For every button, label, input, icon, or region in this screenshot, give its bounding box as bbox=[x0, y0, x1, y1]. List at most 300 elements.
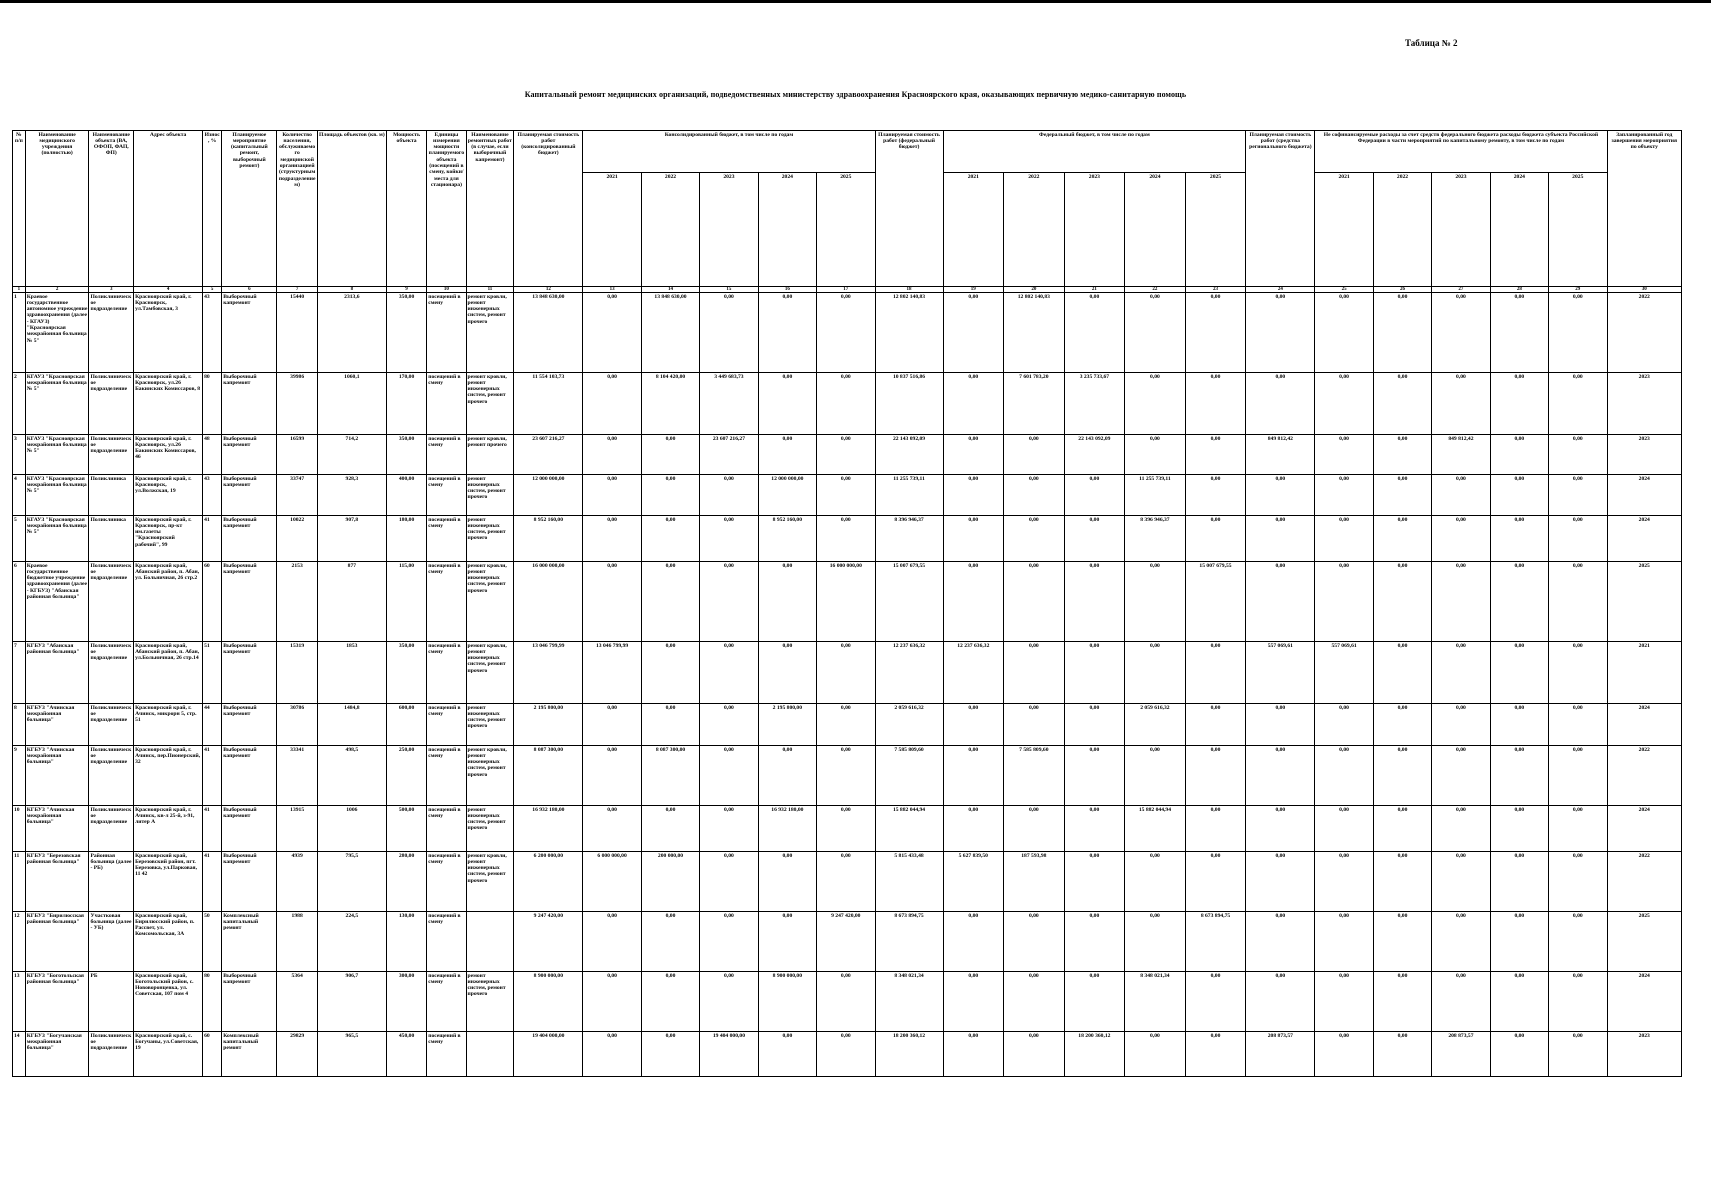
table-cell: 0,00 bbox=[1315, 1032, 1373, 1077]
table-cell: 2024 bbox=[1607, 475, 1682, 516]
table-cell: 2313,6 bbox=[317, 293, 386, 373]
table-cell: Красноярский край, с. Богучаны, ул.Советская, 19 bbox=[134, 1032, 203, 1077]
table-cell: 0,00 bbox=[1315, 746, 1373, 806]
year-header-non-cofinanced-2025: 2025 bbox=[1549, 173, 1607, 287]
table-cell: 0,00 bbox=[1549, 373, 1607, 435]
table-cell: 18 200 360,12 bbox=[875, 1032, 943, 1077]
table-cell: ремонт кровли, ремонт прочего bbox=[466, 435, 514, 475]
table-cell: 0,00 bbox=[1432, 562, 1490, 642]
table-cell: 8 087 300,00 bbox=[514, 746, 583, 806]
table-cell: 0,00 bbox=[1432, 642, 1490, 704]
table-cell: 0,00 bbox=[1185, 516, 1246, 562]
column-number: 23 bbox=[1185, 287, 1246, 293]
table-cell: 9 247 420,00 bbox=[514, 912, 583, 972]
table-cell: 2022 bbox=[1607, 852, 1682, 912]
table-cell: 8 087 300,00 bbox=[641, 746, 699, 806]
table-cell: 0,00 bbox=[1490, 373, 1548, 435]
table-cell: 557 069,61 bbox=[1246, 642, 1315, 704]
table-cell: КГАУЗ "Красноярская межрайонная больница № 5" bbox=[25, 373, 89, 435]
table-cell: 400,00 bbox=[386, 475, 426, 516]
table-cell: 0,00 bbox=[758, 435, 816, 475]
table-cell: 29829 bbox=[277, 1032, 317, 1077]
table-cell: 8 396 946,37 bbox=[875, 516, 943, 562]
column-number: 27 bbox=[1432, 287, 1490, 293]
column-number: 19 bbox=[943, 287, 1004, 293]
table-cell: 0,00 bbox=[943, 746, 1004, 806]
table-cell: Красноярский край, г. Красноярск, ул.Тамбовская, 3 bbox=[134, 293, 203, 373]
table-cell: 450,00 bbox=[386, 1032, 426, 1077]
year-header-federal-2025: 2025 bbox=[1185, 173, 1246, 287]
table-cell: 2024 bbox=[1607, 806, 1682, 852]
table-cell: 2 059 616,32 bbox=[875, 704, 943, 746]
table-cell: посещений в смену bbox=[427, 373, 466, 435]
table-cell: посещений в смену bbox=[427, 704, 466, 746]
table-cell: 12 237 636,32 bbox=[943, 642, 1004, 704]
table-cell: 0,00 bbox=[1549, 562, 1607, 642]
table-cell: 0,00 bbox=[641, 562, 699, 642]
col-group-federal: Федеральный бюджет, в том числе по годам bbox=[943, 131, 1246, 173]
table-cell: 0,00 bbox=[1432, 746, 1490, 806]
table-cell: 0,00 bbox=[1064, 642, 1125, 704]
table-cell: посещений в смену bbox=[427, 806, 466, 852]
table-cell: 0,00 bbox=[1064, 746, 1125, 806]
table-cell: 0,00 bbox=[1246, 475, 1315, 516]
table-cell: Поликлиническое подразделение bbox=[89, 704, 134, 746]
year-header-non-cofinanced-2023: 2023 bbox=[1432, 173, 1490, 287]
table-number: Таблица № 2 bbox=[1405, 38, 1458, 48]
table-cell: 0,00 bbox=[1246, 293, 1315, 373]
table-cell: 0,00 bbox=[1125, 912, 1186, 972]
table-cell: 0,00 bbox=[1004, 642, 1065, 704]
table-cell: 33341 bbox=[277, 746, 317, 806]
table-cell: 0,00 bbox=[758, 373, 816, 435]
table-cell: посещений в смену bbox=[427, 642, 466, 704]
table-cell: 0,00 bbox=[1064, 562, 1125, 642]
table-cell: 0,00 bbox=[641, 642, 699, 704]
table-cell: 0,00 bbox=[1373, 293, 1431, 373]
table-cell: 6 000 000,00 bbox=[583, 852, 641, 912]
table-cell: посещений в смену bbox=[427, 435, 466, 475]
table-cell: 41 bbox=[203, 746, 222, 806]
table-cell: 0,00 bbox=[1064, 704, 1125, 746]
column-number: 15 bbox=[700, 287, 758, 293]
table-cell: 187 593,98 bbox=[1004, 852, 1065, 912]
table-cell: Комплексный капитальный ремонт bbox=[222, 912, 277, 972]
table-cell: 0,00 bbox=[758, 852, 816, 912]
table-cell: 22 143 092,09 bbox=[875, 435, 943, 475]
table-cell: 0,00 bbox=[1125, 1032, 1186, 1077]
table-cell: 11 bbox=[13, 852, 26, 912]
table-cell: 0,00 bbox=[583, 704, 641, 746]
table-cell: 0,00 bbox=[1373, 704, 1431, 746]
table-cell: 0,00 bbox=[1432, 373, 1490, 435]
table-cell: 2022 bbox=[1607, 746, 1682, 806]
table-cell: 0,00 bbox=[1315, 293, 1373, 373]
table-row bbox=[13, 642, 1682, 704]
table-cell: 14 bbox=[13, 1032, 26, 1077]
table-cell: 250,00 bbox=[386, 746, 426, 806]
table-cell: 8 952 160,00 bbox=[758, 516, 816, 562]
table-cell: 15 007 679,55 bbox=[875, 562, 943, 642]
table-cell: 0,00 bbox=[1432, 806, 1490, 852]
table-cell: КГАУЗ "Красноярская межрайонная больница № 5" bbox=[25, 475, 89, 516]
table-cell: 0,00 bbox=[1490, 704, 1548, 746]
table-cell: 8 104 420,00 bbox=[641, 373, 699, 435]
table-cell: 0,00 bbox=[1185, 852, 1246, 912]
table-cell: 12 bbox=[13, 912, 26, 972]
table-cell: Поликлиника bbox=[89, 516, 134, 562]
table-cell: Красноярский край, г. Ачинск, кв-л 25-й, з-91, литер А bbox=[134, 806, 203, 852]
table-cell: 3 449 683,73 bbox=[700, 373, 758, 435]
table-cell: Выборочный капремонт bbox=[222, 435, 277, 475]
table-cell: Комплексный капитальный ремонт bbox=[222, 1032, 277, 1077]
table-cell: 0,00 bbox=[700, 293, 758, 373]
table-cell: 5 815 433,48 bbox=[875, 852, 943, 912]
col-header-11: Наименование ремонтных работ (в случае, если выборочный капремонт) bbox=[466, 131, 514, 287]
col-header-6: Планируемое мероприятие (капитальный ремонт, выборочный ремонт) bbox=[222, 131, 277, 287]
table-cell: посещений в смену bbox=[427, 1032, 466, 1077]
column-number: 1 bbox=[13, 287, 26, 293]
col-group-consolidated: Консолидированный бюджет, в том числе по годам bbox=[583, 131, 875, 173]
table-cell: 1060,1 bbox=[317, 373, 386, 435]
table-cell: 0,00 bbox=[758, 746, 816, 806]
table-cell: 1853 bbox=[317, 642, 386, 704]
table-body bbox=[13, 293, 1682, 1077]
table-cell: 0,00 bbox=[700, 912, 758, 972]
col-header-12: Планируемая стоимость работ (консолидированный бюджет) bbox=[514, 131, 583, 287]
table-cell: 0,00 bbox=[641, 806, 699, 852]
table-cell: 0,00 bbox=[641, 435, 699, 475]
table-cell: 0,00 bbox=[817, 746, 875, 806]
table-cell: 0,00 bbox=[1064, 806, 1125, 852]
table-cell: 877 bbox=[317, 562, 386, 642]
column-number: 12 bbox=[514, 287, 583, 293]
table-cell: 5 627 839,50 bbox=[943, 852, 1004, 912]
table-cell: 0,00 bbox=[1246, 972, 1315, 1032]
table-cell: 200 000,00 bbox=[641, 852, 699, 912]
table-cell: 0,00 bbox=[1315, 912, 1373, 972]
table-cell: 0,00 bbox=[1490, 516, 1548, 562]
column-number: 24 bbox=[1246, 287, 1315, 293]
col-header-3: Наименование объекта (ВА, ОФОП, ФАП, ФП) bbox=[89, 131, 134, 287]
table-cell: КГБУЗ "Богучанская межрайонная больница" bbox=[25, 1032, 89, 1077]
table-cell: 0,00 bbox=[758, 1032, 816, 1077]
table-cell: 0,00 bbox=[1490, 852, 1548, 912]
col-header-1: № п/п bbox=[13, 131, 26, 287]
table-cell: 0,00 bbox=[1064, 912, 1125, 972]
table-cell: Красноярский край, г. Ачинск, микрорн 5, стр. 51 bbox=[134, 704, 203, 746]
table-cell: ремонт кровли, ремонт инженерных систем, ремонт прочего bbox=[466, 373, 514, 435]
table-cell: 0,00 bbox=[1064, 516, 1125, 562]
table-cell: 1 bbox=[13, 293, 26, 373]
table-cell: 600,00 bbox=[386, 704, 426, 746]
table-row bbox=[13, 806, 1682, 852]
table-cell: Поликлиническое подразделение bbox=[89, 435, 134, 475]
table-cell: Поликлиника bbox=[89, 475, 134, 516]
table-cell: 0,00 bbox=[1315, 806, 1373, 852]
table-cell: 0,00 bbox=[583, 516, 641, 562]
table-cell bbox=[466, 912, 514, 972]
table-cell: 0,00 bbox=[1064, 475, 1125, 516]
table-cell: 0,00 bbox=[817, 642, 875, 704]
table-cell: 12 237 636,32 bbox=[875, 642, 943, 704]
table-cell: 0,00 bbox=[1549, 516, 1607, 562]
table-cell: Поликлиническое подразделение bbox=[89, 373, 134, 435]
table-cell: 60 bbox=[203, 562, 222, 642]
table-cell: 0,00 bbox=[1246, 516, 1315, 562]
table-cell: 965,5 bbox=[317, 1032, 386, 1077]
table-cell: 2024 bbox=[1607, 704, 1682, 746]
table-cell: 350,00 bbox=[386, 642, 426, 704]
table-cell: 0,00 bbox=[700, 852, 758, 912]
column-number: 11 bbox=[466, 287, 514, 293]
table-cell: 0,00 bbox=[1549, 912, 1607, 972]
table-cell: Красноярский край, г. Красноярск, пр-кт им.газеты "Красноярский рабочий", 99 bbox=[134, 516, 203, 562]
table-cell: 0,00 bbox=[583, 293, 641, 373]
table-cell: 0,00 bbox=[1490, 435, 1548, 475]
column-number: 16 bbox=[758, 287, 816, 293]
table-cell: 0,00 bbox=[1004, 806, 1065, 852]
table-cell: 18 200 360,12 bbox=[1064, 1032, 1125, 1077]
table-cell: 208 873,57 bbox=[1432, 1032, 1490, 1077]
table-cell: 0,00 bbox=[1315, 373, 1373, 435]
table-cell: 43 bbox=[203, 293, 222, 373]
table-cell: 0,00 bbox=[943, 475, 1004, 516]
year-header-non-cofinanced-2022: 2022 bbox=[1373, 173, 1431, 287]
table-cell: 0,00 bbox=[1004, 704, 1065, 746]
table-row bbox=[13, 852, 1682, 912]
table-row bbox=[13, 746, 1682, 806]
table-cell: ремонт кровли, ремонт инженерных систем, ремонт прочего bbox=[466, 562, 514, 642]
year-header-federal-2022: 2022 bbox=[1004, 173, 1065, 287]
table-cell: посещений в смену bbox=[427, 475, 466, 516]
table-cell: Выборочный капремонт bbox=[222, 516, 277, 562]
col-header-5: Износ, % bbox=[203, 131, 222, 287]
table-cell: 0,00 bbox=[641, 704, 699, 746]
table-cell: 0,00 bbox=[1432, 293, 1490, 373]
table-cell: 9 bbox=[13, 746, 26, 806]
table-cell: 6 200 000,00 bbox=[514, 852, 583, 912]
table-cell: 0,00 bbox=[1490, 1032, 1548, 1077]
table-cell: 0,00 bbox=[641, 912, 699, 972]
table-cell: 928,3 bbox=[317, 475, 386, 516]
table-cell: 0,00 bbox=[943, 1032, 1004, 1077]
table-cell: 224,5 bbox=[317, 912, 386, 972]
table-cell: 8 900 000,00 bbox=[758, 972, 816, 1032]
table-cell: 0,00 bbox=[758, 642, 816, 704]
table-cell: 1006 bbox=[317, 806, 386, 852]
table-cell: 0,00 bbox=[1549, 642, 1607, 704]
table-cell: 180,00 bbox=[386, 516, 426, 562]
table-cell: КГБУЗ "Ачинская межрайонная больница" bbox=[25, 806, 89, 852]
table-cell: 0,00 bbox=[1185, 642, 1246, 704]
table-cell: 0,00 bbox=[1549, 746, 1607, 806]
col-header-18: Планируемая стоимость работ (федеральный бюджет) bbox=[875, 131, 943, 287]
table-cell: 0,00 bbox=[1490, 972, 1548, 1032]
column-number: 30 bbox=[1607, 287, 1682, 293]
table-cell: 0,00 bbox=[817, 852, 875, 912]
table-cell: Выборочный капремонт bbox=[222, 746, 277, 806]
table-cell: Выборочный капремонт bbox=[222, 972, 277, 1032]
column-number: 17 bbox=[817, 287, 875, 293]
column-number: 9 bbox=[386, 287, 426, 293]
table-cell: 0,00 bbox=[817, 293, 875, 373]
table-cell: 15440 bbox=[277, 293, 317, 373]
col-header-10: Единицы измерения мощности планируемого объекта (посещений в смену, койки/места для стационара) bbox=[427, 131, 466, 287]
table-cell: 80 bbox=[203, 972, 222, 1032]
table-cell: 0,00 bbox=[583, 562, 641, 642]
table-cell: 0,00 bbox=[1315, 435, 1373, 475]
column-number: 5 bbox=[203, 287, 222, 293]
table-cell: 8 bbox=[13, 704, 26, 746]
table-cell: 0,00 bbox=[1490, 293, 1548, 373]
table-cell: 0,00 bbox=[1373, 1032, 1431, 1077]
table-cell: 0,00 bbox=[583, 373, 641, 435]
table-cell: 13 046 799,99 bbox=[583, 642, 641, 704]
table-cell: Поликлиническое подразделение bbox=[89, 746, 134, 806]
col-header-24: Планируемая стоимость работ (средства регионального бюджета) bbox=[1246, 131, 1315, 287]
table-cell: Выборочный капремонт bbox=[222, 373, 277, 435]
col-header-7: Количество населения, обслуживаемого медицинской организацией (структурным подразделением) bbox=[277, 131, 317, 287]
table-cell: 0,00 bbox=[1125, 642, 1186, 704]
table-cell: 4939 bbox=[277, 852, 317, 912]
column-number: 25 bbox=[1315, 287, 1373, 293]
table-cell: 0,00 bbox=[1373, 852, 1431, 912]
table-cell: 0,00 bbox=[1246, 852, 1315, 912]
table-cell: ремонт кровли, ремонт инженерных систем, ремонт прочего bbox=[466, 293, 514, 373]
table-cell: 0,00 bbox=[1004, 972, 1065, 1032]
table-cell: 8 673 894,75 bbox=[875, 912, 943, 972]
table-cell: 0,00 bbox=[817, 1032, 875, 1077]
column-number: 14 bbox=[641, 287, 699, 293]
table-cell: 2025 bbox=[1607, 562, 1682, 642]
column-number: 13 bbox=[583, 287, 641, 293]
table-cell: Участковая больница (далее - УБ) bbox=[89, 912, 134, 972]
table-cell: 0,00 bbox=[1185, 1032, 1246, 1077]
table-cell: 9 247 420,00 bbox=[817, 912, 875, 972]
table-cell: Краевое государственное бюджетное учреждение здравоохранения (далее - КГБУЗ) "Абанская районная больница" bbox=[25, 562, 89, 642]
table-row bbox=[13, 516, 1682, 562]
table-cell: 12 000 000,00 bbox=[758, 475, 816, 516]
table-cell: 0,00 bbox=[943, 435, 1004, 475]
table-cell: 0,00 bbox=[1315, 516, 1373, 562]
table-cell bbox=[466, 1032, 514, 1077]
table-cell: 2153 bbox=[277, 562, 317, 642]
table-cell: Поликлиническое подразделение bbox=[89, 562, 134, 642]
table-cell: 0,00 bbox=[1549, 435, 1607, 475]
table-cell: 557 069,61 bbox=[1315, 642, 1373, 704]
table-cell: 7 601 783,20 bbox=[1004, 373, 1065, 435]
table-cell: 22 143 092,09 bbox=[1064, 435, 1125, 475]
column-number: 29 bbox=[1549, 287, 1607, 293]
table-row bbox=[13, 972, 1682, 1032]
table-cell: КГАУЗ "Красноярская межрайонная больница № 5" bbox=[25, 516, 89, 562]
table-cell: 2024 bbox=[1607, 972, 1682, 1032]
table-cell: 10 837 516,86 bbox=[875, 373, 943, 435]
table-cell: 0,00 bbox=[583, 972, 641, 1032]
table-cell: ремонт инженерных систем, ремонт прочего bbox=[466, 516, 514, 562]
table-cell: 0,00 bbox=[1432, 704, 1490, 746]
table-cell: 0,00 bbox=[943, 516, 1004, 562]
table-cell: ремонт кровли, ремонт инженерных систем, ремонт прочего bbox=[466, 852, 514, 912]
table-cell: 500,00 bbox=[386, 806, 426, 852]
table-cell: 0,00 bbox=[1373, 475, 1431, 516]
table-cell: 13 046 799,99 bbox=[514, 642, 583, 704]
table-cell: 1484,8 bbox=[317, 704, 386, 746]
table-row bbox=[13, 373, 1682, 435]
table-cell: Выборочный капремонт bbox=[222, 852, 277, 912]
year-header-federal-2021: 2021 bbox=[943, 173, 1004, 287]
year-header-consolidated-2024: 2024 bbox=[758, 173, 816, 287]
document-title: Капитальный ремонт медицинских организаций, подведомственных министерству здравоохранения Красноярского края, оказывающих первичную медико-санитарную помощь bbox=[524, 90, 1187, 99]
table-cell: 0,00 bbox=[1246, 806, 1315, 852]
table-cell: 48 bbox=[203, 435, 222, 475]
table-cell: Поликлиническое подразделение bbox=[89, 293, 134, 373]
table-cell: посещений в смену bbox=[427, 746, 466, 806]
table-row bbox=[13, 562, 1682, 642]
table-cell: 30786 bbox=[277, 704, 317, 746]
table-cell: 0,00 bbox=[943, 293, 1004, 373]
table-cell: Выборочный капремонт bbox=[222, 562, 277, 642]
table-cell: 2 059 616,32 bbox=[1125, 704, 1186, 746]
table-cell: 0,00 bbox=[1125, 435, 1186, 475]
table-cell: 23 607 216,27 bbox=[700, 435, 758, 475]
table-cell: 2022 bbox=[1607, 293, 1682, 373]
table-cell: 0,00 bbox=[1004, 516, 1065, 562]
table-cell: 0,00 bbox=[1373, 972, 1431, 1032]
table-cell: 0,00 bbox=[1064, 972, 1125, 1032]
table-cell: 280,00 bbox=[386, 852, 426, 912]
table-cell: посещений в смену bbox=[427, 852, 466, 912]
table-cell: 0,00 bbox=[700, 475, 758, 516]
table-cell: 0,00 bbox=[583, 912, 641, 972]
table-cell: 0,00 bbox=[700, 562, 758, 642]
table-cell: 0,00 bbox=[1549, 293, 1607, 373]
table-cell: посещений в смену bbox=[427, 912, 466, 972]
table-cell: 0,00 bbox=[758, 912, 816, 972]
table-cell: Краевое государственное автономное учреждение здравоохранения (далее - КГАУЗ) "Красноярская межрайонная больница № 5" bbox=[25, 293, 89, 373]
table-cell: 7 bbox=[13, 642, 26, 704]
table-cell: Красноярский край, г. Красноярск, ул.26 Бакинских Комиссаров, 46 bbox=[134, 435, 203, 475]
table-row bbox=[13, 912, 1682, 972]
table-cell: ремонт инженерных систем, ремонт прочего bbox=[466, 704, 514, 746]
table-cell: 5 bbox=[13, 516, 26, 562]
table-cell: 0,00 bbox=[1185, 435, 1246, 475]
table-cell: 80 bbox=[203, 373, 222, 435]
table-cell: 7 585 809,60 bbox=[1004, 746, 1065, 806]
table-cell: 43 bbox=[203, 475, 222, 516]
table-cell: 907,8 bbox=[317, 516, 386, 562]
table-cell: 12 000 000,00 bbox=[514, 475, 583, 516]
table-cell: 0,00 bbox=[943, 373, 1004, 435]
table-cell: 0,00 bbox=[1549, 1032, 1607, 1077]
table-cell: 0,00 bbox=[1549, 806, 1607, 852]
table-cell: Красноярский край, г. Ачинск, пер.Пионерский, 32 bbox=[134, 746, 203, 806]
table-cell: 0,00 bbox=[758, 562, 816, 642]
table-cell: 41 bbox=[203, 516, 222, 562]
table-cell: 11 554 103,73 bbox=[514, 373, 583, 435]
table-cell: 0,00 bbox=[583, 746, 641, 806]
table-cell: 16 932 180,00 bbox=[758, 806, 816, 852]
table-cell: 0,00 bbox=[1373, 562, 1431, 642]
table-cell: КГБУЗ "Березовская районная больница" bbox=[25, 852, 89, 912]
table-cell: 13 848 630,00 bbox=[641, 293, 699, 373]
table-cell: 8 348 021,34 bbox=[875, 972, 943, 1032]
table-cell: 11 255 739,11 bbox=[875, 475, 943, 516]
table-cell: 16 000 000,00 bbox=[514, 562, 583, 642]
table-cell: Поликлиническое подразделение bbox=[89, 1032, 134, 1077]
table-cell: 0,00 bbox=[817, 373, 875, 435]
